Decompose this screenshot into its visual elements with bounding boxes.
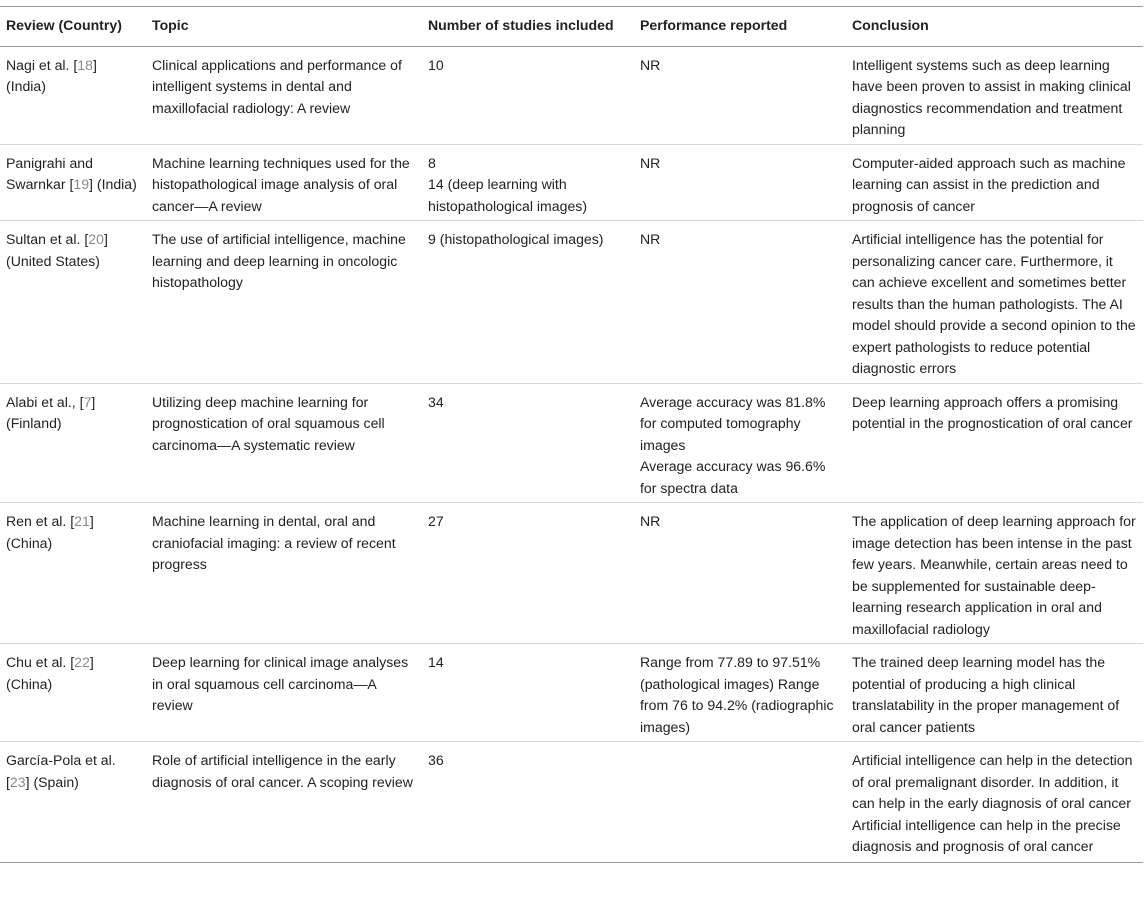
reference-link[interactable]: 18 (77, 56, 93, 73)
topic-cell: Role of artificial intelligence in the early diagnosis of oral cancer. A scoping review (146, 742, 422, 863)
table-row (0, 46, 1143, 144)
review-author: García-Pola et al. [ (6, 752, 116, 790)
conclusion-cell (846, 742, 1143, 863)
studies-line: 36 (428, 752, 444, 768)
topic-cell: Machine learning techniques used for the histopathological image analysis of oral cancer—A review (146, 144, 422, 221)
table-row (0, 742, 1143, 863)
table-row (0, 144, 1143, 221)
review-author: Ren et al. [ (6, 513, 75, 529)
studies-line: 27 (428, 513, 444, 529)
reference-link[interactable]: 22 (74, 654, 90, 670)
table-body (0, 46, 1143, 862)
studies-cell (422, 144, 634, 221)
table-row (0, 644, 1143, 742)
review-author: Alabi et al., [ (6, 393, 84, 410)
review-country: ] (Finland) (6, 393, 96, 431)
reference-link[interactable]: 7 (83, 393, 92, 410)
performance-line: NR (640, 513, 661, 529)
reference-link[interactable]: 19 (73, 176, 90, 192)
performance-cell (634, 503, 846, 644)
studies-line: 8 (428, 154, 436, 171)
review-country: ] (India) (6, 56, 97, 94)
performance-line: Average accuracy was 96.6% for spectra data (640, 458, 826, 496)
header-performance-reported: Performance reported (640, 17, 788, 33)
conclusion-cell (846, 221, 1143, 384)
conclusion-line: Artificial intelligence can help in the detection of oral premalignant disorder. In addition, it can help in the early diagnosis of oral cancer (852, 752, 1133, 811)
review-country: ] (India) (89, 176, 137, 192)
topic-cell: Deep learning for clinical image analyses in oral squamous cell carcinoma—A review (146, 644, 422, 742)
performance-cell (634, 644, 846, 742)
review-country: ] (Spain) (25, 773, 79, 790)
review-cell (0, 503, 146, 644)
header-topic: Topic (152, 17, 189, 33)
conclusion-line: The trained deep learning model has the potential of producing a high clinical translatability in the proper management of oral cancer patients (852, 654, 1120, 735)
conclusion-line: Intelligent systems such as deep learning have been proven to assist in making clinical diagnostics recommendation and treatment planning (852, 56, 1131, 137)
performance-line: NR (640, 154, 661, 171)
review-country: ] (United States) (6, 231, 108, 269)
review-country: ] (China) (6, 654, 94, 692)
conclusion-cell (846, 144, 1143, 221)
performance-cell (634, 46, 846, 144)
studies-cell (422, 383, 634, 503)
topic-cell: Machine learning in dental, oral and craniofacial imaging: a review of recent progress (146, 503, 422, 644)
conclusion-cell (846, 503, 1143, 644)
studies-cell (422, 46, 634, 144)
conclusion-line: The application of deep learning approach for image detection has been intense in the past few years. Meanwhile, certain areas need to be supplemented for sustainable deep-learning research application in oral and maxillofacial radiology (852, 513, 1136, 637)
review-author: Nagi et al. [ (6, 56, 78, 73)
reference-link[interactable]: 20 (88, 231, 104, 247)
topic-cell: Utilizing deep machine learning for prognostication of oral squamous cell carcinoma—A systematic review (146, 383, 422, 503)
header-conclusion: Conclusion (852, 17, 929, 33)
performance-cell (634, 742, 846, 863)
conclusion-cell (846, 383, 1143, 503)
review-cell (0, 742, 146, 863)
performance-cell (634, 221, 846, 384)
performance-cell (634, 383, 846, 503)
topic-cell: The use of artificial intelligence, machine learning and deep learning in oncologic histopathology (146, 221, 422, 384)
conclusion-line: Artificial intelligence has the potential for personalizing cancer care. Furthermore, it can achieve excellent and sometimes better results than the human pathologists. The AI model should provide a second opinion to the expert pathologists to reduce potential diagnostic errors (852, 231, 1136, 376)
performance-line: NR (640, 231, 661, 247)
conclusion-line: Computer-aided approach such as machine learning can assist in the prediction and prognosis of cancer (852, 154, 1126, 214)
table-row (0, 383, 1143, 503)
performance-line: Average accuracy was 81.8% for computed tomography images (640, 393, 826, 453)
review-cell (0, 144, 146, 221)
review-author: Chu et al. [ (6, 654, 75, 670)
studies-line: 14 (deep learning with histopathological images) (428, 176, 588, 214)
studies-line: 34 (428, 393, 444, 410)
studies-cell (422, 503, 634, 644)
studies-cell (422, 644, 634, 742)
reference-link[interactable]: 21 (74, 513, 90, 529)
performance-line: NR (640, 56, 661, 73)
header-row (0, 7, 1143, 47)
review-country: ] (China) (6, 513, 94, 551)
studies-line: 14 (428, 654, 444, 670)
topic-cell: Clinical applications and performance of intelligent systems in dental and maxillofacial radiology: A review (146, 46, 422, 144)
review-cell (0, 644, 146, 742)
conclusion-cell (846, 644, 1143, 742)
conclusion-line: Artificial intelligence can help in the precise diagnosis and prognosis of oral cancer (852, 816, 1121, 854)
table-row (0, 221, 1143, 384)
conclusion-cell (846, 46, 1143, 144)
review-author: Panigrahi and Swarnkar [ (6, 154, 93, 192)
review-cell (0, 383, 146, 503)
review-table (0, 6, 1143, 863)
review-cell (0, 221, 146, 384)
studies-cell (422, 221, 634, 384)
table-row (0, 503, 1143, 644)
reference-link[interactable]: 23 (9, 773, 26, 790)
performance-cell (634, 144, 846, 221)
review-cell (0, 46, 146, 144)
header-number-of-studies: Number of studies included (428, 17, 614, 33)
table-header (0, 7, 1143, 47)
header-review-country: Review (Country) (6, 17, 122, 33)
studies-line: 9 (histopathological images) (428, 231, 604, 247)
review-author: Sultan et al. [ (6, 231, 89, 247)
performance-line: Range from 77.89 to 97.51% (pathological images) Range from 76 to 94.2% (radiographic images) (640, 654, 834, 735)
conclusion-line: Deep learning approach offers a promising potential in the prognostication of oral cancer (852, 393, 1133, 431)
studies-cell (422, 742, 634, 863)
studies-line: 10 (428, 56, 444, 73)
